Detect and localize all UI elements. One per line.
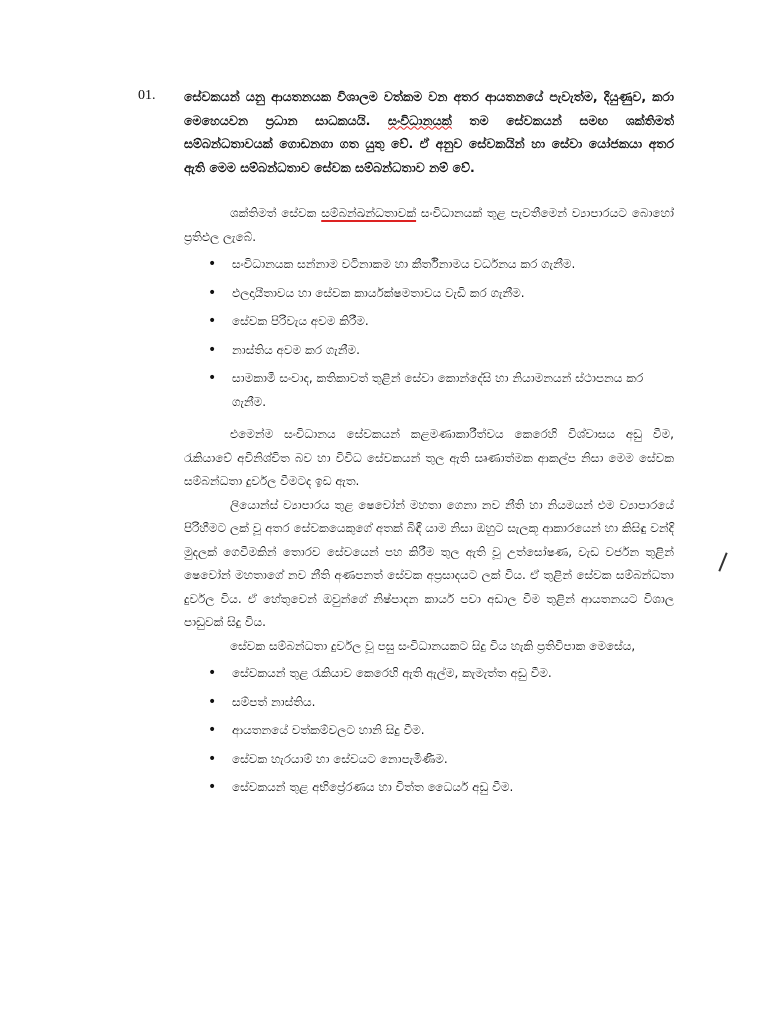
list-item: • සේවකයන් තුළ අභිප්‍රේරණය හා චිත්ත ධෛර්ය අඩු වීම. — [232, 776, 674, 805]
list-item: • සේවක හැරයාම් හා සේවයට නොපැමිණීම. — [232, 748, 674, 777]
para1-before: ශක්තිමත් සේවක — [230, 206, 322, 220]
consequences-list — [184, 662, 674, 805]
list-item: • සංවිධානයක සන්නාම වටිනාකම හා කීර්තිනාමය වර්ධනය කර ගැනීම. — [232, 253, 674, 282]
lyons-paragraph: ලියොන්ස් ව්‍යාපාරය තුළ ෂෙවෝන් මහතා ගෙනා නව නීති හා නියමයන් එම ව්‍යාපාරයේ පිරිහීමට ලක් වූ අතර සේවකයෙකුගේ අතක් බිඳී යාම නිසා ඔහුට සැලකූ ආකාරයෙන් හා කිසිඳු වන්දි මුදලක් ගෙවීමකින් තොරව සේවයෙන් පහ කිරීම තුල ඇති වූ උත්සෝෂණ, වැඩ වර්ජන තුළින් ෂෙවෝන් මහතාගේ නව නීති අණපනත් සේවක අප්‍රසාදයට ලක් විය. ඒ තුළින් සේවක සම්බන්ධතා දුර්වල විය. ඒ හේතුවෙන් ඔවුන්ගේ නිෂ්පාදන කාර්ය පවා අඩාල වීම තුළින් ආයතනයට විශාල පාඩුවක් සිදු විය. — [184, 497, 674, 629]
para1-after: සංවිධානයක් තුළ පැවතීමෙන් ව්‍යාපාරයට බොහෝ ප්‍රතිඵල ලැබේ. — [184, 206, 674, 244]
list-item: • සම්පත් නාස්තිය. — [232, 691, 674, 720]
list-item: • ඵලදායීතාවය හා සේවක කාර්යක්ෂමතාවය වැඩි කර ගැනීම. — [232, 282, 674, 311]
list-item: • ආයතනයේ වත්කම්වලට හානි සිදු වීම. — [232, 719, 674, 748]
list-item: • සාමකාමී සංවාද, කතිකාවත් තුළින් සේවා කොන්දේසි හා නියාමනයන් ස්ථාපනය කර ගැනීම. — [232, 367, 674, 419]
intro-underlined-word: සංවිධානයක් — [388, 112, 452, 128]
benefits-intro-paragraph — [184, 202, 674, 249]
pen-mark — [718, 552, 727, 571]
question-number: 01. — [138, 88, 156, 103]
list-item: • නාස්තිය අවම කර ගැනීම. — [232, 339, 674, 368]
para1-underlined-word: සම්බන්ඛන්ධතාවක් — [321, 206, 417, 220]
consequences-intro-paragraph: සේවක සම්බන්ධතා දුර්වල වූ පසු සංවිධානයකට සිදු විය හැකි ප්‍රතිවිපාක මෙසේය, — [230, 638, 636, 653]
body-text — [184, 202, 674, 809]
intro-paragraph — [184, 85, 674, 179]
trust-paragraph: එමෙන්ම සංවිධානය සේවකයන් කළමණාකාරීත්වය කෙරෙහි විශ්වාසය අඩු වීම, රැකියාවේ අවිනිශ්චිත බව හා විවිධ සේවකයන් තුල ඇති සෘණාත්මක ආකල්ප නිසා මෙම සේවක සම්බන්ධතා දුර්වල වීමටද ඉඩ ඇත. — [184, 427, 674, 488]
list-item: • සේවකයන් තුළ රැකියාව කෙරෙහි ඇති ඇල්ම, කැමැත්ත අඩු වීම. — [232, 662, 674, 691]
benefits-list — [184, 253, 674, 419]
intro-text-part2: තම සේවකයන් සමඟ ශක්තිමත් සම්බන්ධතාවයක් ගොඩනගා ගත යුතු වේ. ඒ අනුව සේවකයින් හා සේවා යෝජකයා අතර ඇති මෙම සම්බන්ධතාව සේවක සම්බන්ධතාව නම් වේ. — [184, 112, 674, 175]
intro-text-part1: සේවකයන් යනු ආයතනයක විශාලම වත්කම වන අතර ආයතනයේ පැවැත්ම, දියුණුව, කරා මෙහෙයවන ප්‍රධාන සාධකයයි. — [184, 89, 674, 128]
list-item: • සේවක පිරිවැය අවම කිරීම. — [232, 310, 674, 339]
